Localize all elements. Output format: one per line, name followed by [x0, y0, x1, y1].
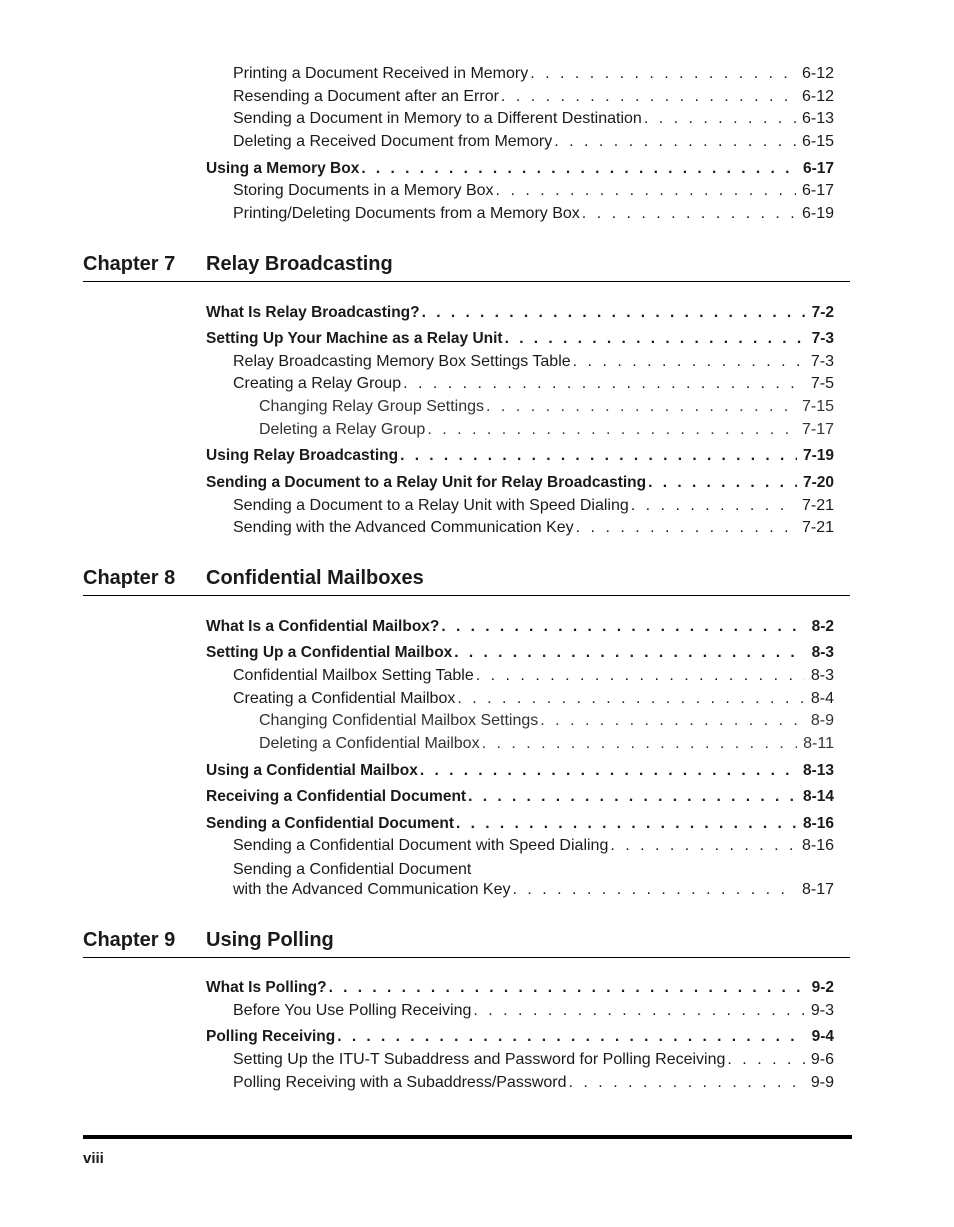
dot-leader [482, 734, 798, 754]
toc-entry-title: Creating a Confidential Mailbox [233, 690, 456, 707]
toc-entry-title: Before You Use Polling Receiving [233, 1002, 472, 1019]
toc-entry[interactable] [233, 107, 834, 129]
toc-entry-page: 6-19 [801, 205, 834, 222]
toc-entry-page: 6-12 [801, 65, 834, 82]
dot-leader [530, 64, 796, 84]
toc-entry[interactable] [233, 1048, 834, 1070]
toc-entry-title: Sending a Confidential Document with Speed Dialing [233, 837, 609, 854]
toc-entry-title: Deleting a Confidential Mailbox [259, 735, 480, 752]
toc-entry[interactable] [206, 759, 834, 781]
dot-leader [361, 159, 797, 179]
toc-entry-title: Printing a Document Received in Memory [233, 65, 529, 82]
dot-leader [400, 446, 797, 466]
dot-leader [496, 181, 796, 201]
page-number: viii [83, 1150, 104, 1167]
toc-entry-title: Changing Confidential Mailbox Settings [259, 712, 539, 729]
toc-entry-page: 8-4 [810, 690, 834, 707]
dot-leader [610, 836, 796, 856]
toc-entry-title: Using a Confidential Mailbox [206, 762, 418, 779]
toc-entry-page: 7-2 [811, 304, 834, 321]
toc-entry-title: Printing/Deleting Documents from a Memory Box [233, 205, 580, 222]
dot-leader [468, 787, 797, 807]
toc-entry-title: What Is a Confidential Mailbox? [206, 618, 440, 635]
toc-entry-page: 7-3 [811, 330, 834, 347]
toc-entry-page: 8-2 [811, 618, 834, 635]
toc-entry-page: 9-9 [810, 1074, 834, 1091]
toc-entry-title: Setting Up the ITU-T Subaddress and Password for Polling Receiving [233, 1051, 726, 1068]
dot-leader [631, 496, 796, 516]
toc-entry-page: 6-17 [801, 182, 834, 199]
toc-entry-page: 9-6 [810, 1051, 834, 1068]
chapter-heading[interactable] [83, 253, 850, 282]
dot-leader [473, 1001, 805, 1021]
toc-entry-title: Receiving a Confidential Document [206, 788, 467, 805]
toc-entry-page: 8-13 [802, 762, 834, 779]
toc-entry-title: Deleting a Received Document from Memory [233, 133, 553, 150]
toc-entry[interactable] [233, 856, 834, 900]
toc-entry[interactable] [259, 418, 834, 440]
footer-rule [83, 1135, 852, 1139]
toc-entry-page: 8-17 [801, 881, 834, 898]
toc-entry[interactable] [233, 179, 834, 201]
toc-entry-page: 8-16 [801, 837, 834, 854]
toc-entry-title: Deleting a Relay Group [259, 421, 426, 438]
toc-entry-title: Creating a Relay Group [233, 375, 402, 392]
toc-entry[interactable] [206, 641, 834, 663]
toc-entry-page: 8-11 [803, 735, 834, 752]
toc-entry[interactable] [233, 372, 834, 394]
dot-leader [454, 643, 805, 663]
toc-entry-title-line2: with the Advanced Communication Key [233, 881, 511, 898]
toc-entry[interactable] [206, 615, 834, 637]
dot-leader [644, 109, 796, 129]
toc-entry-title: Storing Documents in a Memory Box [233, 182, 494, 199]
toc-entry-title: Using a Memory Box [206, 160, 360, 177]
toc-entry-title: Polling Receiving with a Subaddress/Password [233, 1074, 567, 1091]
toc-entry[interactable] [206, 471, 834, 493]
toc-entry[interactable] [233, 130, 834, 152]
toc-entry[interactable] [206, 327, 834, 349]
toc-entry-title: Changing Relay Group Settings [259, 398, 485, 415]
toc-entry[interactable] [233, 516, 834, 538]
chapter-number: Chapter 7 [83, 253, 176, 275]
dot-leader [727, 1050, 804, 1070]
toc-entry[interactable] [206, 785, 834, 807]
toc-entry-page: 6-13 [801, 110, 834, 127]
toc-entry-page: 8-9 [810, 712, 834, 729]
toc-entry-title: Relay Broadcasting Memory Box Settings Table [233, 353, 571, 370]
toc-entry[interactable] [233, 62, 834, 84]
dot-leader [420, 761, 797, 781]
toc-entry-title: Polling Receiving [206, 1028, 336, 1045]
toc-entry[interactable] [233, 1071, 834, 1093]
toc-entry-page: 7-21 [801, 519, 834, 536]
toc-entry[interactable] [233, 664, 834, 686]
toc-entry[interactable] [259, 709, 834, 731]
toc-entry[interactable] [233, 494, 834, 516]
toc-entry-page: 6-12 [801, 88, 834, 105]
toc-entry-page: 8-3 [811, 644, 834, 661]
toc-entry[interactable] [206, 976, 834, 998]
chapter-number: Chapter 9 [83, 929, 176, 951]
dot-leader [501, 87, 796, 107]
dot-leader [457, 689, 805, 709]
toc-entry[interactable] [233, 834, 834, 856]
toc-entry[interactable] [206, 1025, 834, 1047]
chapter-title: Using Polling [206, 929, 334, 951]
toc-entry-page: 7-19 [802, 447, 834, 464]
toc-entry[interactable] [259, 395, 834, 417]
toc-entry-title: Sending a Document in Memory to a Different Destination [233, 110, 642, 127]
toc-entry-page: 8-14 [802, 788, 834, 805]
toc-entry[interactable] [206, 157, 834, 179]
dot-leader [441, 617, 805, 637]
dot-leader [512, 880, 795, 900]
toc-entry-page: 9-3 [810, 1002, 834, 1019]
chapter-title: Confidential Mailboxes [206, 567, 424, 589]
toc-entry[interactable] [206, 301, 834, 323]
toc-entry[interactable] [233, 85, 834, 107]
toc-entry-page: 6-17 [802, 160, 834, 177]
dot-leader [329, 978, 806, 998]
toc-entry-page: 7-15 [801, 398, 834, 415]
chapter-title: Relay Broadcasting [206, 253, 393, 275]
toc-entry-page: 8-3 [810, 667, 834, 684]
toc-entry-title: Sending with the Advanced Communication Key [233, 519, 574, 536]
toc-entry[interactable] [259, 732, 834, 754]
dot-leader [422, 303, 806, 323]
toc-entry-title: Using Relay Broadcasting [206, 447, 399, 464]
dot-leader [403, 374, 805, 394]
toc-entry-page: 7-17 [801, 421, 834, 438]
toc-entry[interactable] [206, 444, 834, 466]
toc-entry-page: 9-4 [811, 1028, 834, 1045]
toc-entry-title [233, 860, 510, 900]
toc-entry-title: Resending a Document after an Error [233, 88, 499, 105]
toc-entry-page: 7-20 [802, 474, 834, 491]
toc-entry-page: 6-15 [801, 133, 834, 150]
chapter-heading[interactable] [83, 929, 850, 958]
toc-entry-title: Sending a Document to a Relay Unit for Relay Broadcasting [206, 474, 647, 491]
dot-leader [554, 132, 796, 152]
dot-leader [540, 711, 805, 731]
dot-leader [573, 352, 805, 372]
toc-entry-title: What Is Relay Broadcasting? [206, 304, 420, 321]
toc-entry[interactable] [233, 999, 834, 1021]
dot-leader [486, 397, 796, 417]
toc-entry-page: 8-16 [802, 815, 834, 832]
toc-entry-title: Setting Up a Confidential Mailbox [206, 644, 453, 661]
dot-leader [569, 1073, 805, 1093]
toc-entry-title: Confidential Mailbox Setting Table [233, 667, 474, 684]
toc-entry-title: What Is Polling? [206, 979, 327, 996]
toc-entry-page: 9-2 [811, 979, 834, 996]
toc-entry[interactable] [233, 687, 834, 709]
dot-leader [576, 518, 796, 538]
dot-leader [648, 473, 797, 493]
toc-entry-page: 7-21 [801, 497, 834, 514]
toc-entry[interactable] [233, 350, 834, 372]
toc-entry-page: 7-5 [810, 375, 834, 392]
dot-leader [505, 329, 806, 349]
toc-entry-page: 7-3 [810, 353, 834, 370]
dot-leader [456, 814, 797, 834]
dot-leader [582, 204, 796, 224]
toc-entry-title-line1: Sending a Confidential Document [233, 861, 472, 878]
toc-entry-title: Sending a Confidential Document [206, 815, 455, 832]
chapter-number: Chapter 8 [83, 567, 176, 589]
chapter-heading[interactable] [83, 567, 850, 596]
toc-entry[interactable] [233, 202, 834, 224]
toc-entry[interactable] [206, 812, 834, 834]
toc-entry-title: Sending a Document to a Relay Unit with Speed Dialing [233, 497, 629, 514]
toc-entry-title: Setting Up Your Machine as a Relay Unit [206, 330, 503, 347]
dot-leader [427, 420, 796, 440]
dot-leader [476, 666, 805, 686]
dot-leader [337, 1027, 805, 1047]
